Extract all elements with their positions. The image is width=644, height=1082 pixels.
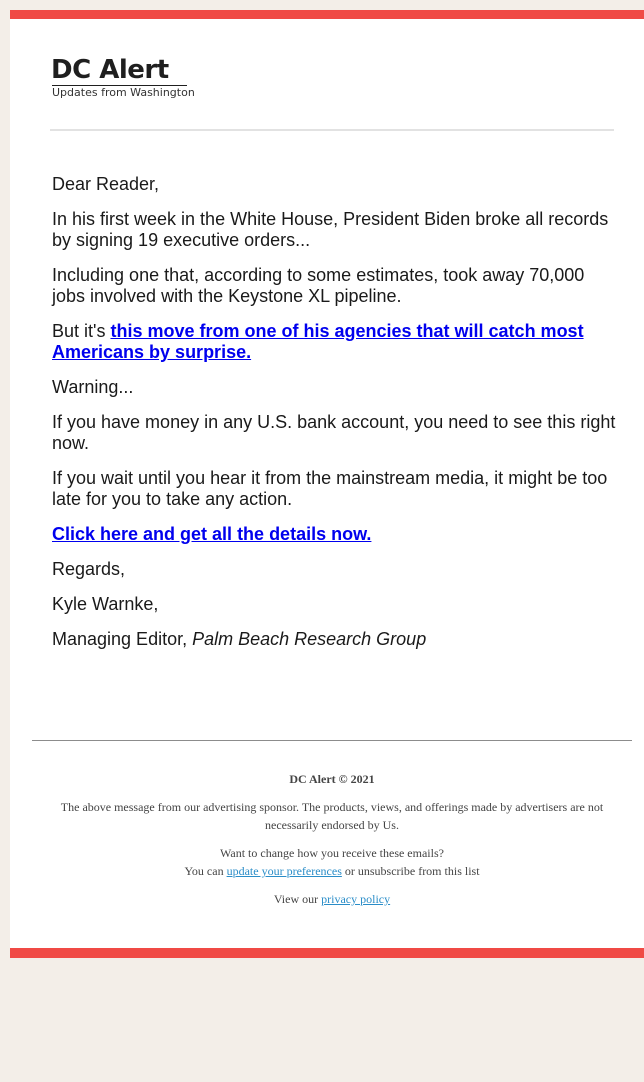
- warning-text: Warning...: [52, 377, 134, 397]
- signature-title: [52, 629, 618, 650]
- cta-paragraph: [52, 524, 618, 545]
- privacy-line: [52, 890, 612, 908]
- logo-subtitle: Updates from Washington: [52, 86, 195, 99]
- greeting: Dear Reader,: [52, 174, 160, 194]
- signature-name: Kyle Warnke,: [52, 594, 159, 614]
- email-card: [10, 10, 644, 958]
- update-preferences-link[interactable]: update your preferences: [226, 864, 342, 878]
- unsubscribe-text: or unsubscribe from this list: [341, 864, 480, 878]
- paragraph-keystone-jobs: Including one that, according to some estimates, took away 70,000 jobs involved with the Keystone XL pipeline.: [52, 265, 585, 306]
- logo-title: DC Alert: [51, 55, 169, 85]
- email-footer: [52, 770, 612, 918]
- copyright-notice: DC Alert © 2021: [289, 772, 375, 786]
- click-here-details-link[interactable]: Click here and get all the details now.: [52, 524, 372, 544]
- agency-move-prefix: But it's: [52, 321, 111, 341]
- paragraph-mainstream-media: If you wait until you hear it from the mainstream media, it might be too late for you to take any action.: [52, 468, 608, 509]
- privacy-policy-link[interactable]: privacy policy: [321, 892, 391, 906]
- view-our-text: View our: [273, 892, 322, 906]
- signature-role: Managing Editor,: [52, 629, 193, 649]
- agency-move-link[interactable]: this move from one of his agencies that will catch most Americans by surprise.: [52, 321, 584, 362]
- email-body: [52, 174, 618, 664]
- you-can-text: You can: [184, 864, 227, 878]
- signature-company: Palm Beach Research Group: [192, 629, 427, 649]
- header-divider: [50, 129, 614, 131]
- paragraph-executive-orders: In his first week in the White House, President Biden broke all records by signing 19 executive orders...: [52, 209, 609, 250]
- bottom-accent-bar: [10, 948, 644, 958]
- preferences-block: [52, 844, 612, 880]
- change-prompt: Want to change how you receive these emails?: [220, 846, 444, 860]
- dc-alert-logo[interactable]: [51, 55, 195, 103]
- paragraph-agency-move: [52, 321, 618, 363]
- footer-divider: [32, 740, 632, 741]
- paragraph-bank-account: If you have money in any U.S. bank account, you need to see this right now.: [52, 412, 616, 453]
- top-accent-bar: [10, 10, 644, 19]
- sponsor-disclaimer: The above message from our advertising sponsor. The products, views, and offerings made by advertisers are not necessarily endorsed by Us.: [60, 800, 604, 832]
- regards: Regards,: [52, 559, 126, 579]
